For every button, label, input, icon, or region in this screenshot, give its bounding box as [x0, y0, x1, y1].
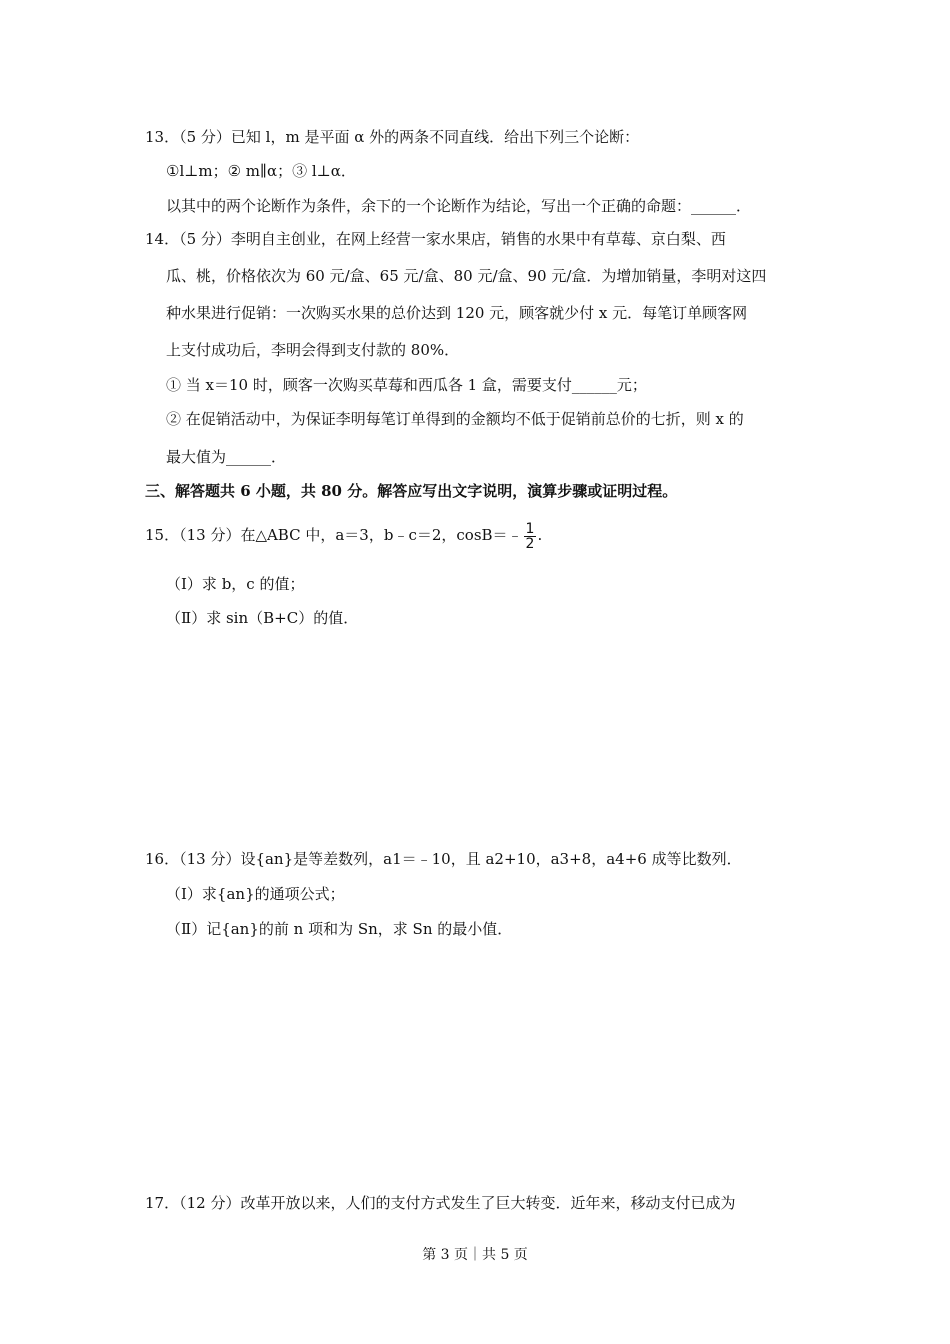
q16-part1: （Ⅰ）求{an}的通项公式； — [166, 885, 345, 903]
section-heading: 三、解答题共 6 小题，共 80 分。解答应写出文字说明，演算步骤或证明过程。 — [145, 482, 678, 500]
q16-stem: 16．（13 分）设{an}是等差数列，a1＝﹣10，且 a2+10，a3+8，a4+6 成等比数列． — [145, 850, 742, 868]
q15-part2: （Ⅱ）求 sin（B+C）的值． — [166, 609, 359, 627]
q14-line6: ② 在促销活动中，为保证李明每笔订单得到的金额均不低于促销前总价的七折，则 x 的 — [166, 410, 744, 428]
q14-line7: 最大值为______． — [166, 448, 287, 466]
q13-line1: 13．（5 分）已知 l，m 是平面 α 外的两条不同直线．给出下列三个论断： — [145, 128, 640, 146]
q16-part2: （Ⅱ）记{an}的前 n 项和为 Sn，求 Sn 的最小值． — [166, 920, 513, 938]
fraction-numerator: 1 — [525, 520, 535, 537]
q15-stem — [145, 519, 542, 551]
q15-stem-end: . — [537, 526, 543, 544]
q14-line1: 14．（5 分）李明自主创业，在网上经营一家水果店，销售的水果中有草莓、京白梨、西 — [145, 230, 726, 248]
q14-line2: 瓜、桃，价格依次为 60 元/盒、65 元/盒、80 元/盒、90 元/盒．为增加销量，李明对这四 — [166, 267, 767, 285]
q14-line4: 上支付成功后，李明会得到支付款的 80%． — [166, 341, 460, 359]
fraction-denominator: 2 — [525, 535, 535, 552]
page-footer: 第 3 页｜共 5 页 — [422, 1247, 528, 1263]
q14-line5: ① 当 x＝10 时，顾客一次购买草莓和西瓜各 1 盒，需要支付______元； — [166, 376, 647, 394]
q15-part1: （Ⅰ）求 b，c 的值； — [166, 575, 305, 593]
q13-line3: 以其中的两个论断作为条件，余下的一个论断作为结论，写出一个正确的命题：______． — [166, 197, 752, 215]
q15-stem-text: 15．（13 分）在△ABC 中，a＝3，b﹣c＝2，cosB＝﹣ — [145, 526, 523, 544]
q17-line1: 17．（12 分）改革开放以来，人们的支付方式发生了巨大转变．近年来，移动支付已成为 — [145, 1194, 736, 1212]
q13-line2: ①l⊥m；② m∥α；③ l⊥α． — [166, 162, 356, 180]
q14-line3: 种水果进行促销：一次购买水果的总价达到 120 元，顾客就少付 x 元．每笔订单顾客网 — [166, 304, 748, 322]
fraction — [524, 522, 537, 551]
